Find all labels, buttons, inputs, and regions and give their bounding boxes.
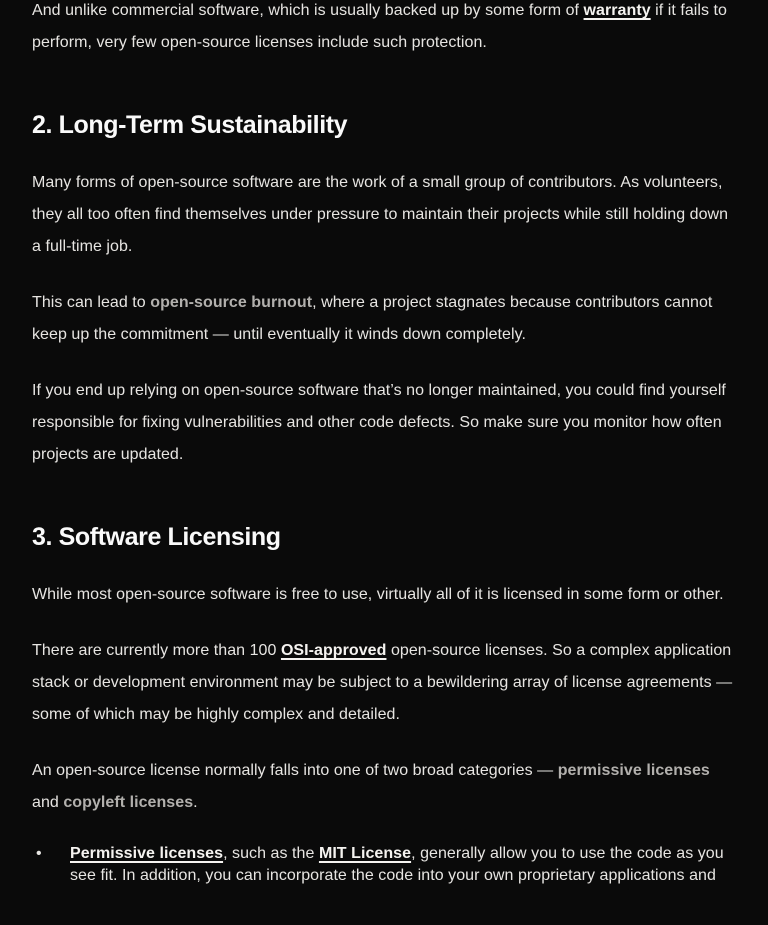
list-item-permissive	[32, 843, 734, 887]
permissive-licenses-link[interactable]: Permissive licenses	[70, 845, 224, 862]
paragraph-categories	[32, 755, 734, 819]
paragraph-text: There are currently more than 100	[32, 642, 281, 659]
paragraph-licensed: While most open-source software is free to use, virtually all of it is licensed in some form or other.	[32, 586, 724, 603]
paragraph-text: open-source licenses. So a complex application stack or development environment may be subject to a bewildering array of license agreements — some of which may be highly complex and detailed.	[32, 642, 733, 723]
paragraph-text: , where a project stagnates because contributors cannot keep up the commitment — until eventually it winds down completely.	[32, 294, 713, 343]
term-copyleft-licenses: copyleft licenses	[63, 794, 194, 811]
list-item-text: , generally allow you to use the code as you see fit. In addition, you can incorporate the code into your own proprietary applications and	[70, 845, 724, 884]
paragraph-text: and	[32, 794, 64, 811]
warranty-link[interactable]: warranty	[583, 2, 651, 19]
term-open-source-burnout: open-source burnout	[150, 294, 313, 311]
paragraph-maintained: If you end up relying on open-source software that’s no longer maintained, you could find yourself responsible for fixing vulnerabilities and other code defects. So make sure you monitor how often projects are updated.	[32, 382, 726, 463]
section-heading-licensing: 3. Software Licensing	[32, 523, 281, 551]
list-item-text: , such as the	[223, 845, 319, 862]
license-types-list	[32, 843, 734, 887]
paragraph-text: And unlike commercial software, which is usually backed up by some form of	[32, 2, 584, 19]
term-permissive-licenses: permissive licenses	[557, 762, 710, 779]
paragraph-text: if it fails to perform, very few open-source licenses include such protection.	[32, 2, 727, 51]
paragraph-osi	[32, 635, 734, 731]
osi-approved-link[interactable]: OSI-approved	[280, 642, 387, 659]
mit-license-link[interactable]: MIT License	[318, 845, 412, 862]
paragraph-text: An open-source license normally falls into one of two broad categories —	[32, 762, 558, 779]
section-heading-sustainability: 2. Long-Term Sustainability	[32, 111, 348, 139]
paragraph-text: This can lead to	[32, 294, 151, 311]
paragraph-text: .	[193, 794, 198, 811]
paragraph-burnout	[32, 287, 734, 351]
paragraph-warranty	[32, 0, 734, 59]
bullet-icon: •	[36, 845, 42, 862]
paragraph-contributors: Many forms of open-source software are the work of a small group of contributors. As volunteers, they all too often find themselves under pressure to maintain their projects while still holding down a full-time job.	[32, 174, 729, 255]
